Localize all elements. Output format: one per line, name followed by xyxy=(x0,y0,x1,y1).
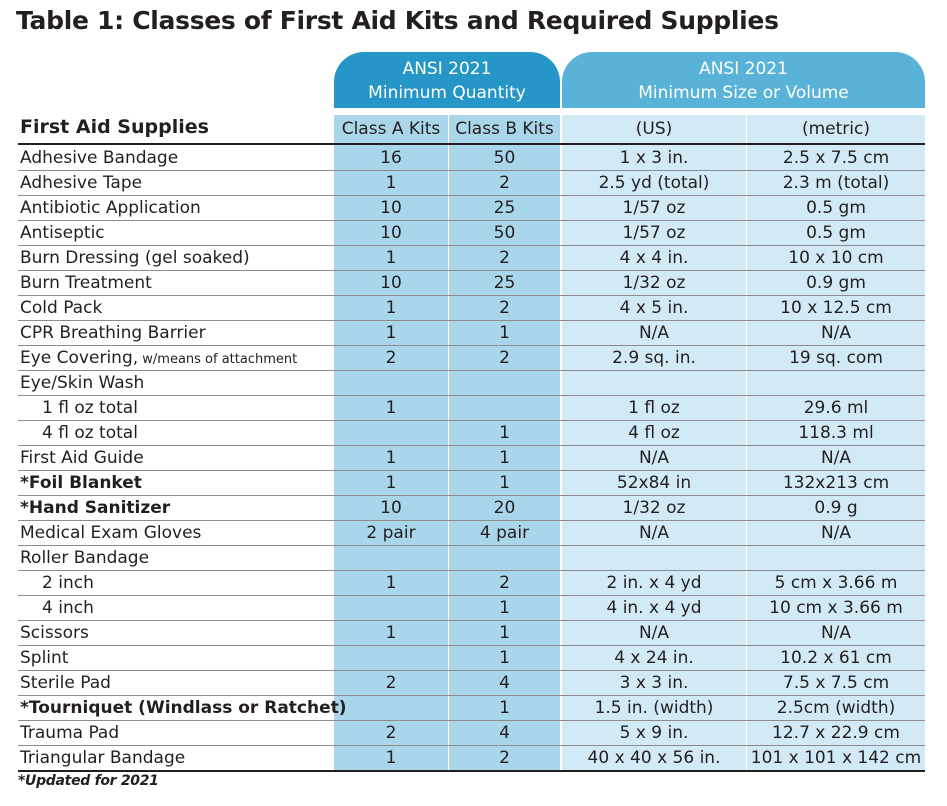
supply-name: Antibiotic Application xyxy=(20,198,201,218)
table-row xyxy=(0,245,947,270)
class-b-cell: 25 xyxy=(493,198,516,218)
class-a-cell: 1 xyxy=(385,248,397,268)
supply-name-cell xyxy=(20,620,89,645)
metric-size-cell: N/A xyxy=(820,623,852,643)
class-a-cell: 1 xyxy=(385,623,397,643)
class-a-cell: 1 xyxy=(385,448,397,468)
supply-note: w/means of attachment xyxy=(138,352,298,367)
class-b-cell: 1 xyxy=(499,698,510,718)
supply-name: Adhesive Bandage xyxy=(20,148,179,168)
us-size-cell: 4 fl oz xyxy=(628,423,680,443)
row-divider xyxy=(18,395,925,396)
class-b-cell: 50 xyxy=(493,223,516,243)
class-a-cell: 1 xyxy=(385,298,397,318)
metric-size-cell: 10.2 x 61 cm xyxy=(780,648,892,668)
row-divider xyxy=(18,695,925,696)
class-a-cell: 2 pair xyxy=(366,523,416,543)
class-b-cell xyxy=(449,395,560,420)
row-divider xyxy=(18,345,925,346)
us-size-cell: 5 x 9 in. xyxy=(619,723,689,743)
us-size-cell: 4 x 5 in. xyxy=(619,298,689,318)
us-size-cell: N/A xyxy=(638,523,670,543)
metric-size-cell: 10 x 12.5 cm xyxy=(780,298,892,318)
us-size-cell: 2.9 sq. in. xyxy=(612,348,696,368)
class-b-cell: 1 xyxy=(499,473,510,493)
table-row xyxy=(0,495,947,520)
table-row xyxy=(0,470,947,495)
class-b-cell: 1 xyxy=(499,423,510,443)
supply-name: Scissors xyxy=(20,623,89,643)
min-quantity-group-header xyxy=(334,52,560,108)
supply-name-cell xyxy=(20,470,142,495)
table-row xyxy=(0,570,947,595)
metric-size-cell: 10 x 10 cm xyxy=(788,248,884,268)
class-a-cell: 1 xyxy=(385,748,397,768)
row-divider xyxy=(18,445,925,446)
supply-name: Eye/Skin Wash xyxy=(20,373,145,393)
row-divider xyxy=(18,420,925,421)
class-a-cell xyxy=(334,695,448,720)
class-a-cell xyxy=(334,420,448,445)
class-b-cell: 4 xyxy=(499,723,510,743)
metric-size-cell: 19 sq. com xyxy=(789,348,883,368)
supply-name-cell xyxy=(20,695,347,720)
class-a-cell: 1 xyxy=(385,473,397,493)
supply-name: Eye Covering, xyxy=(20,348,139,368)
class-b-cell xyxy=(449,545,560,570)
class-a-cell: 10 xyxy=(380,198,402,218)
row-divider xyxy=(18,620,925,621)
class-b-header: Class B Kits xyxy=(455,119,554,139)
table-row xyxy=(0,220,947,245)
metric-size-cell: 29.6 ml xyxy=(803,398,869,418)
supply-name-cell xyxy=(20,495,170,520)
us-size-cell: N/A xyxy=(638,323,670,343)
supply-name-cell xyxy=(20,720,119,745)
us-size-cell: N/A xyxy=(638,623,670,643)
supply-name-cell xyxy=(42,420,138,445)
supply-name: 4 inch xyxy=(42,598,94,618)
class-b-cell: 20 xyxy=(493,498,516,518)
us-size-cell: 4 x 4 in. xyxy=(619,248,689,268)
class-a-cell xyxy=(334,370,448,395)
table-row xyxy=(0,420,947,445)
supply-name: Adhesive Tape xyxy=(20,173,143,193)
class-a-cell xyxy=(334,595,448,620)
supply-name: Burn Treatment xyxy=(20,273,152,293)
first-aid-supplies-header: First Aid Supplies xyxy=(20,116,209,138)
supply-name-cell xyxy=(20,370,144,395)
class-a-cell: 2 xyxy=(385,348,397,368)
metric-size-cell: 0.9 g xyxy=(814,498,858,518)
us-size-cell: 1 fl oz xyxy=(628,398,680,418)
supply-name: *Tourniquet (Windlass or Ratchet) xyxy=(20,698,347,718)
class-a-cell: 16 xyxy=(380,148,402,168)
supply-name: *Foil Blanket xyxy=(20,473,142,493)
footnote: *Updated for 2021 xyxy=(18,773,159,789)
table-row xyxy=(0,720,947,745)
supply-name-cell xyxy=(42,595,94,620)
supply-name-cell xyxy=(20,220,105,245)
supply-name-cell xyxy=(20,145,178,170)
table-row xyxy=(0,195,947,220)
supply-name-cell xyxy=(20,670,111,695)
table-row xyxy=(0,695,947,720)
supply-name-cell xyxy=(20,245,250,270)
row-divider xyxy=(18,295,925,296)
row-divider xyxy=(18,220,925,221)
metric-size-cell: 10 cm x 3.66 m xyxy=(769,598,903,618)
metric-size-cell: 132x213 cm xyxy=(782,473,890,493)
us-size-cell: 1 x 3 in. xyxy=(619,148,689,168)
metric-size-cell: N/A xyxy=(820,448,852,468)
class-b-cell: 50 xyxy=(493,148,516,168)
us-size-cell: 2 in. x 4 yd xyxy=(606,573,702,593)
table-row xyxy=(0,270,947,295)
table-row xyxy=(0,595,947,620)
metric-size-cell: 101 x 101 x 142 cm xyxy=(750,748,922,768)
table-title: Table 1: Classes of First Aid Kits and Required Supplies xyxy=(16,6,779,35)
us-size-cell: 52x84 in xyxy=(616,473,692,493)
us-size-cell: 4 x 24 in. xyxy=(614,648,694,668)
us-size-cell: 40 x 40 x 56 in. xyxy=(587,748,721,768)
class-a-cell: 2 xyxy=(385,723,397,743)
us-size-cell: N/A xyxy=(638,448,670,468)
us-header: (US) xyxy=(635,119,673,139)
table-row xyxy=(0,620,947,645)
supply-name: 4 fl oz total xyxy=(42,423,138,443)
supply-name-cell xyxy=(20,520,201,545)
row-divider xyxy=(18,470,925,471)
table-row xyxy=(0,645,947,670)
class-b-cell: 2 xyxy=(499,248,510,268)
class-a-header: Class A Kits xyxy=(341,119,441,139)
row-divider xyxy=(18,670,925,671)
metric-size-cell: 118.3 ml xyxy=(798,423,874,443)
metric-size-cell: 2.5cm (width) xyxy=(776,698,896,718)
supply-name-cell xyxy=(20,745,185,770)
table-row xyxy=(0,320,947,345)
min-size-group-header xyxy=(562,52,925,108)
supply-name: *Hand Sanitizer xyxy=(20,498,171,518)
bottom-rule xyxy=(18,770,925,772)
supply-name-cell xyxy=(20,270,152,295)
metric-header: (metric) xyxy=(801,119,870,139)
class-a-cell: 10 xyxy=(380,223,402,243)
table-row xyxy=(0,545,947,570)
class-a-cell: 1 xyxy=(385,398,397,418)
table-body xyxy=(0,145,947,770)
us-size-cell: 1.5 in. (width) xyxy=(594,698,714,718)
table-row xyxy=(0,395,947,420)
supply-name: 2 inch xyxy=(42,573,94,593)
row-divider xyxy=(18,720,925,721)
metric-size-cell: 0.5 gm xyxy=(806,198,866,218)
metric-size-cell: 7.5 x 7.5 cm xyxy=(782,673,890,693)
us-size-cell: 1/57 oz xyxy=(622,198,686,218)
class-a-cell xyxy=(334,545,448,570)
us-size-cell: 2.5 yd (total) xyxy=(598,173,710,193)
supply-name-cell xyxy=(42,395,138,420)
row-divider xyxy=(18,595,925,596)
class-a-cell: 1 xyxy=(385,173,397,193)
supply-name: Roller Bandage xyxy=(20,548,150,568)
us-size-cell xyxy=(562,545,746,570)
supply-name: Splint xyxy=(20,648,69,668)
supply-name: Burn Dressing (gel soaked) xyxy=(20,248,250,268)
supply-name: 1 fl oz total xyxy=(42,398,138,418)
supply-name: Sterile Pad xyxy=(20,673,111,693)
class-b-cell: 1 xyxy=(499,448,510,468)
min-size-header-line-2: Minimum Size or Volume xyxy=(638,83,849,103)
min-size-header-line-1: ANSI 2021 xyxy=(699,59,788,79)
table-row xyxy=(0,145,947,170)
supply-name-cell xyxy=(20,170,142,195)
row-divider xyxy=(18,495,925,496)
class-b-cell: 4 xyxy=(499,673,510,693)
supply-name: CPR Breathing Barrier xyxy=(20,323,206,343)
supply-name-cell xyxy=(20,295,102,320)
supply-name-cell xyxy=(20,445,144,470)
metric-size-cell: 0.5 gm xyxy=(806,223,866,243)
us-size-cell: 1/32 oz xyxy=(622,498,686,518)
us-size-cell: 1/32 oz xyxy=(622,273,686,293)
supply-name: Medical Exam Gloves xyxy=(20,523,202,543)
supply-name-cell xyxy=(20,545,149,570)
supply-name: Antiseptic xyxy=(20,223,105,243)
class-b-cell: 1 xyxy=(499,623,510,643)
class-b-cell: 1 xyxy=(499,598,510,618)
metric-size-cell: 0.9 gm xyxy=(806,273,866,293)
table-row xyxy=(0,295,947,320)
class-b-cell: 2 xyxy=(499,573,510,593)
supply-name: Cold Pack xyxy=(20,298,103,318)
class-a-cell xyxy=(334,645,448,670)
row-divider xyxy=(18,645,925,646)
row-divider xyxy=(18,270,925,271)
row-divider xyxy=(18,170,925,171)
table-row xyxy=(0,345,947,370)
us-size-cell: 4 in. x 4 yd xyxy=(606,598,702,618)
metric-size-cell: 5 cm x 3.66 m xyxy=(774,573,898,593)
us-size-cell xyxy=(562,370,746,395)
metric-size-cell xyxy=(747,370,925,395)
class-b-cell: 2 xyxy=(499,748,510,768)
class-b-cell: 1 xyxy=(499,648,510,668)
supply-name-cell xyxy=(20,645,68,670)
class-b-cell: 1 xyxy=(499,323,510,343)
row-divider xyxy=(18,545,925,546)
supply-name: Trauma Pad xyxy=(20,723,120,743)
supply-name: Triangular Bandage xyxy=(20,748,186,768)
table-row xyxy=(0,170,947,195)
class-a-cell: 10 xyxy=(380,498,402,518)
row-divider xyxy=(18,245,925,246)
row-divider xyxy=(18,570,925,571)
metric-size-cell: 12.7 x 22.9 cm xyxy=(772,723,900,743)
table-row xyxy=(0,445,947,470)
class-b-cell: 2 xyxy=(499,173,510,193)
supply-name: First Aid Guide xyxy=(20,448,144,468)
class-b-cell: 4 pair xyxy=(479,523,530,543)
metric-size-cell xyxy=(747,545,925,570)
class-b-cell: 25 xyxy=(493,273,516,293)
class-b-cell: 2 xyxy=(499,348,510,368)
class-a-cell: 10 xyxy=(380,273,402,293)
row-divider xyxy=(18,370,925,371)
class-a-cell: 2 xyxy=(385,673,397,693)
table-row xyxy=(0,745,947,770)
class-a-cell: 1 xyxy=(385,323,397,343)
metric-size-cell: 2.3 m (total) xyxy=(782,173,890,193)
table-row xyxy=(0,670,947,695)
class-a-cell: 1 xyxy=(385,573,397,593)
metric-size-cell: N/A xyxy=(820,523,852,543)
table-row xyxy=(0,520,947,545)
row-divider xyxy=(18,195,925,196)
metric-size-cell: 2.5 x 7.5 cm xyxy=(782,148,890,168)
us-size-cell: 3 x 3 in. xyxy=(619,673,689,693)
class-b-cell xyxy=(449,370,560,395)
min-quantity-header-line-1: ANSI 2021 xyxy=(402,59,492,79)
table-row xyxy=(0,370,947,395)
metric-size-cell: N/A xyxy=(820,323,852,343)
row-divider xyxy=(18,520,925,521)
min-quantity-header-line-2: Minimum Quantity xyxy=(368,83,526,103)
row-divider xyxy=(18,320,925,321)
supply-name-cell xyxy=(20,195,201,220)
supply-name-cell xyxy=(20,345,297,370)
supply-name-cell xyxy=(42,570,94,595)
supply-name-cell xyxy=(20,320,206,345)
row-divider xyxy=(18,745,925,746)
class-b-cell: 2 xyxy=(499,298,510,318)
us-size-cell: 1/57 oz xyxy=(622,223,686,243)
